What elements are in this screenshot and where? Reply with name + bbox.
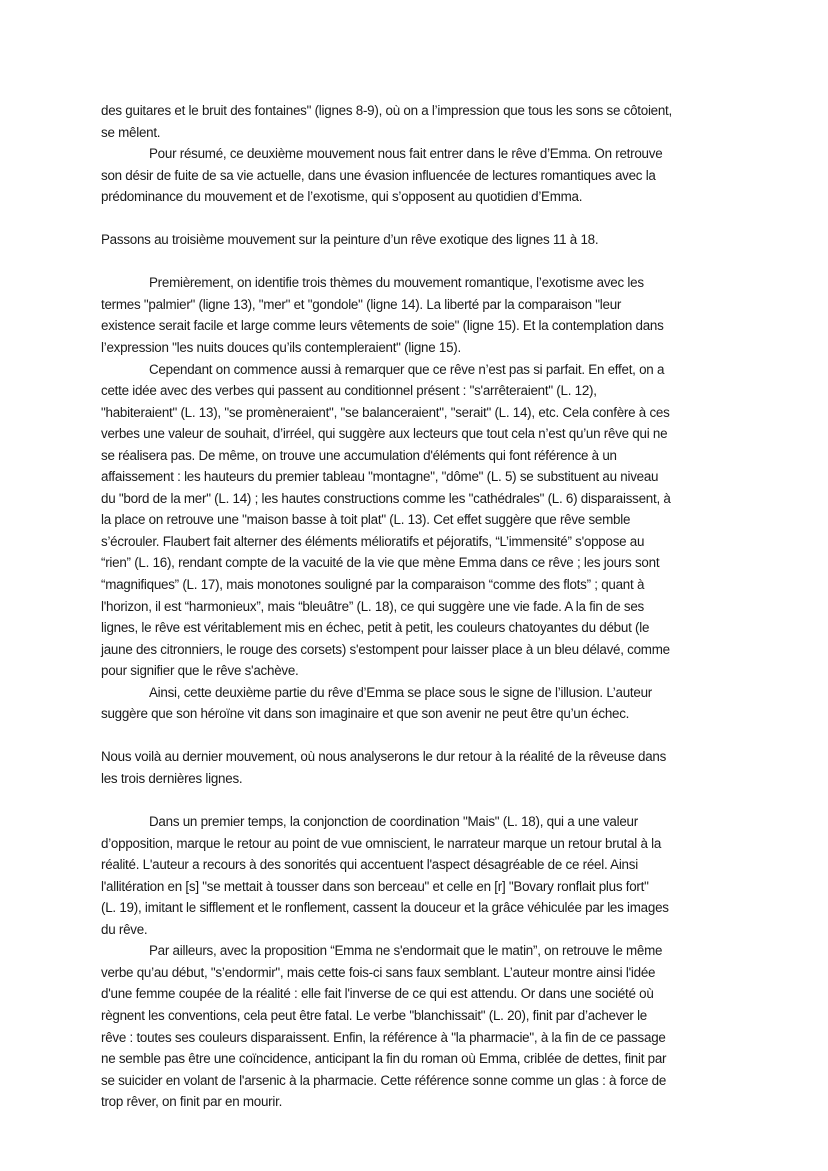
text-line: du "bord de la mer" (L. 14) ; les hautes constructions comme les "cathédrales" (L. 6) disparaissent, à [101, 490, 671, 506]
paragraph [101, 272, 731, 358]
text-line: Par ailleurs, avec la proposition “Emma ne s'endormait que le matin”, on retrouve le même [149, 943, 663, 959]
text-line: verbe qu’au début, "s’endormir", mais cette fois-ci sans faux semblant. L’auteur montre ainsi l'idée [101, 964, 656, 980]
text-line: “rien” (L. 16), rendant compte de la vacuité de la vie que mène Emma dans ce rêve ; les jours sont [101, 555, 660, 571]
document-body [101, 100, 731, 1113]
text-line: Premièrement, on identifie trois thèmes du mouvement romantique, l’exotisme avec les [149, 275, 644, 291]
text-line: réalité. L'auteur a recours à des sonorités qui accentuent l'aspect désagréable de ce réel. Ainsi [101, 857, 638, 873]
text-line: affaissement : les hauteurs du premier tableau "montagne", "dôme" (L. 5) se substituent au niveau [101, 469, 659, 485]
text-line: rêve : toutes ses couleurs disparaissent. Enfin, la référence à "la pharmacie", à la fin de ce passage [101, 1029, 666, 1045]
text-line: “magnifiques” (L. 17), mais monotones souligné par la comparaison “comme des flots” ; quant à [101, 577, 645, 593]
paragraph [101, 682, 731, 725]
text-line: s’écrouler. Flaubert fait alterner des éléments mélioratifs et péjoratifs, “L’immensité” s'oppose au [101, 533, 645, 549]
text-line: d’opposition, marque le retour au point de vue omniscient, le narrateur marque un retour brutal à la [101, 835, 662, 851]
blank-line [101, 725, 731, 747]
text-line: se suicider en volant de l'arsenic à la pharmacie. Cette référence sonne comme un glas : à force de [101, 1072, 667, 1088]
blank-line [101, 790, 731, 812]
paragraph [101, 746, 731, 789]
paragraph [101, 100, 731, 143]
paragraph [101, 229, 731, 251]
text-line: Pour résumé, ce deuxième mouvement nous fait entrer dans le rêve d’Emma. On retrouve [149, 146, 663, 162]
text-line: Ainsi, cette deuxième partie du rêve d’Emma se place sous le signe de l’illusion. L’auteur [149, 684, 652, 700]
text-line: l’expression "les nuits douces qu’ils contempleraient" (ligne 15). [101, 340, 461, 356]
text-line: trop rêver, on finit par en mourir. [101, 1094, 283, 1110]
text-line: verbes une valeur de souhait, d’irréel, qui suggère aux lecteurs que tout cela n’est qu’un rêve qui ne [101, 426, 668, 442]
text-line: les trois dernières lignes. [101, 770, 243, 786]
text-line: lignes, le rêve est véritablement mis en échec, petit à petit, les couleurs chatoyantes du début (le [101, 620, 650, 636]
text-line: règnent les conventions, cela peut être fatal. Le verbe "blanchissait" (L. 20), finit par d’achever le [101, 1007, 647, 1023]
text-line: se réalisera pas. De même, on trouve une accumulation d'éléments qui font référence à un [101, 447, 617, 463]
text-line: Dans un premier temps, la conjonction de coordination "Mais" (L. 18), qui a une valeur [149, 814, 638, 830]
text-line: la place on retrouve une "maison basse à toit plat" (L. 13). Cet effet suggère que rêve semble [101, 512, 631, 528]
paragraph [101, 811, 731, 940]
text-line: (L. 19), imitant le sifflement et le ronflement, cassent la douceur et la grâce véhiculée par les images [101, 900, 669, 916]
text-line: Nous voilà au dernier mouvement, où nous analyserons le dur retour à la réalité de la rêveuse dans [101, 749, 667, 765]
text-line: son désir de fuite de sa vie actuelle, dans une évasion influencée de lectures romantiques avec la [101, 167, 656, 183]
text-line: ne semble pas être une coïncidence, anticipant la fin du roman où Emma, criblée de dettes, finit par [101, 1051, 667, 1067]
text-line: "habiteraient" (L. 13), "se promèneraient", "se balanceraient", "serait" (L. 14), etc. Cela confère à ces [101, 404, 670, 420]
text-line: se mêlent. [101, 124, 161, 140]
text-line: l'horizon, il est “harmonieux”, mais “bleuâtre” (L. 18), ce qui suggère une vie fade. A la fin de ses [101, 598, 644, 614]
text-line: pour signifier que le rêve s'achève. [101, 663, 299, 679]
blank-line [101, 208, 731, 230]
text-line: des guitares et le bruit des fontaines" (lignes 8-9), où on a l’impression que tous les sons se côtoient, [101, 103, 672, 118]
blank-line [101, 251, 731, 273]
text-line: Passons au troisième mouvement sur la peinture d’un rêve exotique des lignes 11 à 18. [101, 232, 599, 248]
paragraph [101, 940, 731, 1112]
text-line: jaune des citronniers, le rouge des corsets) s'estompent pour laisser place à un bleu délavé, comme [101, 641, 670, 657]
text-line: termes "palmier" (ligne 13), "mer" et "gondole" (ligne 14). La liberté par la comparaison "leur [101, 296, 622, 312]
text-line: cette idée avec des verbes qui passent au conditionnel présent : "s'arrêteraient" (L. 12), [101, 383, 597, 399]
text-line: suggère que son héroïne vit dans son imaginaire et que son avenir ne peut être qu’un échec. [101, 706, 630, 722]
text-line: existence serait facile et large comme leurs vêtements de soie" (ligne 15). Et la contemplation dans [101, 318, 664, 334]
text-line: Cependant on commence aussi à remarquer que ce rêve n’est pas si parfait. En effet, on a [149, 361, 665, 377]
paragraph [101, 359, 731, 682]
text-line: prédominance du mouvement et de l’exotisme, qui s’opposent au quotidien d’Emma. [101, 189, 583, 205]
text-line: d'une femme coupée de la réalité : elle fait l'inverse de ce qui est attendu. Or dans une société où [101, 986, 654, 1002]
paragraph [101, 143, 731, 208]
text-line: l'allitération en [s] "se mettait à tousser dans son berceau" et celle en [r] "Bovary ronflait plus fort" [101, 878, 649, 894]
text-line: du rêve. [101, 921, 148, 937]
